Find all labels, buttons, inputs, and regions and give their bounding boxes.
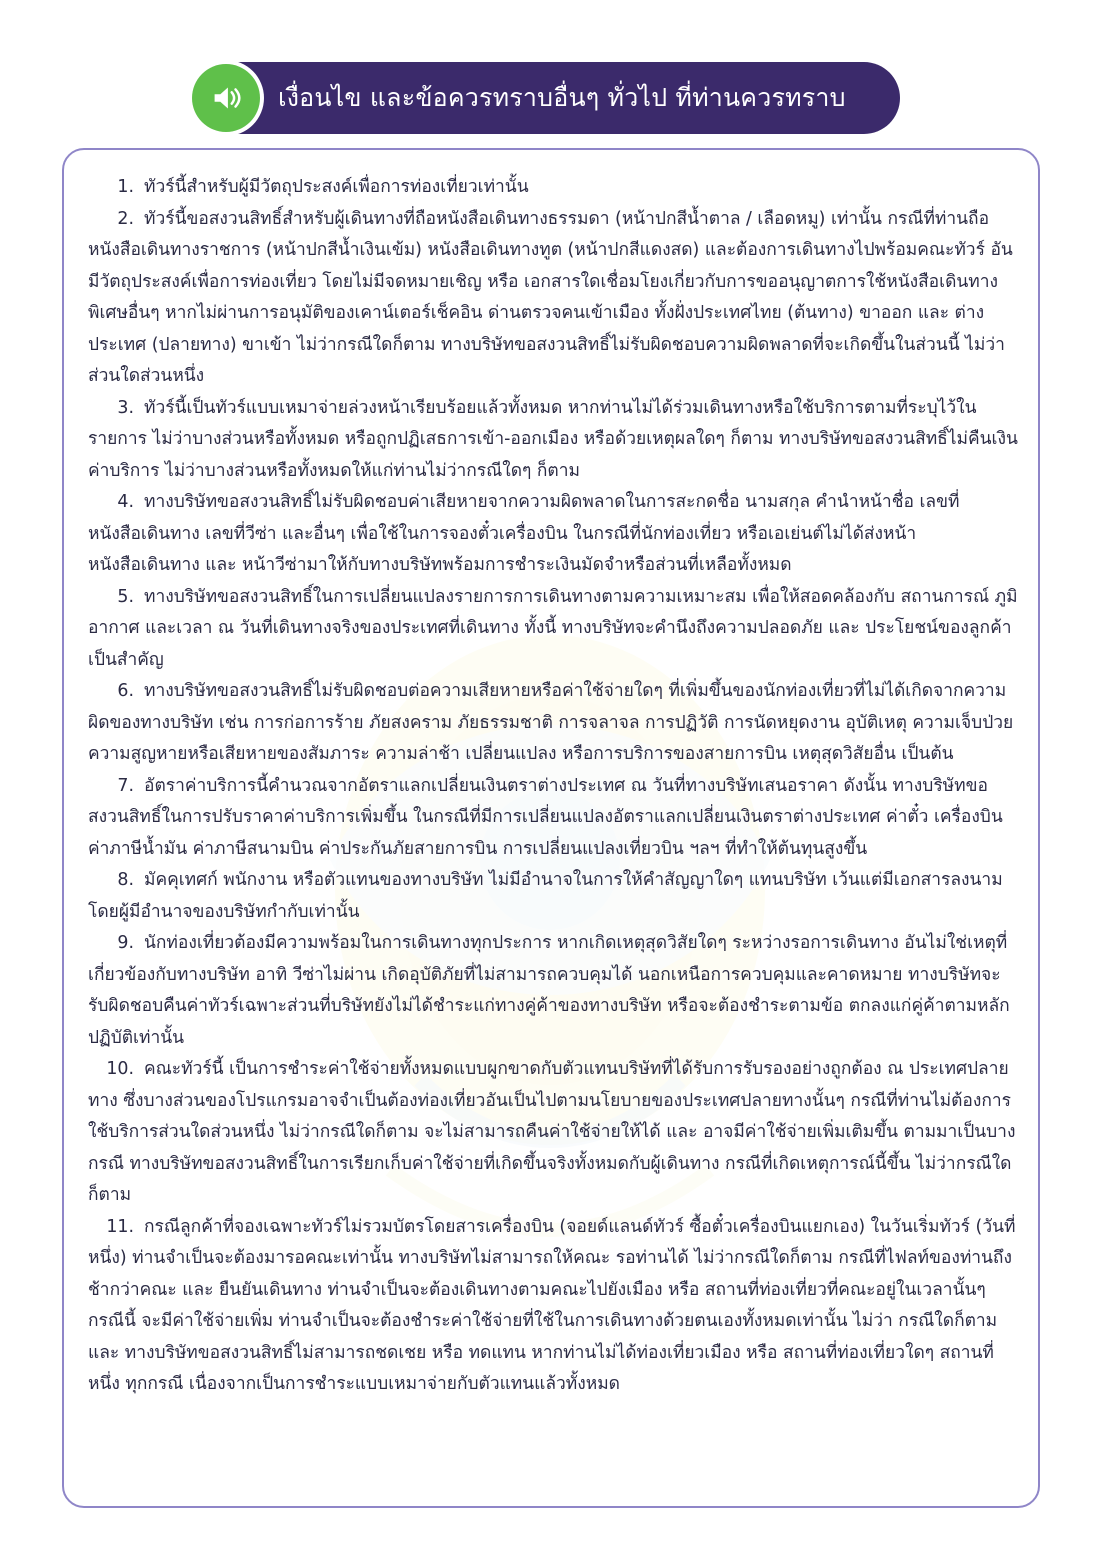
list-item-number xyxy=(88,204,144,236)
list-item-text: ทางบริษัทขอสงวนสิทธิ์ไม่รับผิดชอบค่าเสียหายจากความผิดพลาดในการสะกดชื่อ นามสกุล คำนำหน้าชื่อ เลขที่หนังสือเดินทาง เลขที่วีซ่า และอื่นๆ เพื่อใช้ในการจองตั๋วเครื่องบิน ในกรณีที่นักท่องเที่ยว หรือเอเย่นต์ไม่ได้ส่งหน้าหนังสือเดินทาง และ หน้าวีซ่ามาให้กับทางบริษัทพร้อมการชำระเงินมัดจำหรือส่วนที่เหลือทั้งหมด xyxy=(88,492,960,575)
list-item-text: ทัวร์นี้สำหรับผู้มีวัตถุประสงค์เพื่อการท่องเที่ยวเท่านั้น xyxy=(144,177,529,197)
list-item-text: ทัวร์นี้ขอสงวนสิทธิ์สำหรับผู้เดินทางที่ถือหนังสือเดินทางธรรมดา (หน้าปกสีน้ำตาล / เลือดหมู) เท่านั้น กรณีที่ท่านถือหนังสือเดินทางราชการ (หน้าปกสีน้ำเงินเข้ม) หนังสือเดินทางทูต (หน้าปกสีแดงสด) และต้องการเดินทางไปพร้อมคณะทัวร์ อันมีวัตถุประสงค์เพื่อการท่องเที่ยว โดยไม่มีจดหมายเชิญ หรือ เอกสารใดเชื่อมโยงเกี่ยวกับการขออนุญาตการใช้หนังสือเดินทางพิเศษอื่นๆ หากไม่ผ่านการอนุมัติของเคาน์เตอร์เช็คอิน ด่านตรวจคนเข้าเมือง ทั้งฝั่งประเทศไทย (ต้นทาง) ขาออก และ ต่างประเทศ (ปลายทาง) ขาเข้า ไม่ว่ากรณีใดก็ตาม ทางบริษัทขอสงวนสิทธิ์ไม่รับผิดชอบความผิดพลาดที่จะเกิดขึ้นในส่วนนี้ ไม่ว่าส่วนใดส่วนหนึ่ง xyxy=(88,208,1013,386)
list-item xyxy=(88,1054,1018,1212)
list-item-number xyxy=(88,676,144,708)
list-item-text: ทางบริษัทขอสงวนสิทธิ์ไม่รับผิดชอบต่อความเสียหายหรือค่าใช้จ่ายใดๆ ที่เพิ่มขึ้นของนักท่องเที่ยวที่ไม่ได้เกิดจากความผิดของทางบริษัท เช่น การก่อการร้าย ภัยสงคราม ภัยธรรมชาติ การจลาจล การปฏิวัติ การนัดหยุดงาน อุบัติเหตุ ความเจ็บป่วย ความสูญหายหรือเสียหายของสัมภาระ ความล่าช้า เปลี่ยนแปลง หรือการบริการของสายการบิน เหตุสุดวิสัยอื่น เป็นต้น xyxy=(88,681,1014,764)
megaphone-icon xyxy=(192,64,260,132)
list-item-text: มัคคุเทศก์ พนักงาน หรือตัวแทนของทางบริษัท ไม่มีอำนาจในการให้คำสัญญาใดๆ แทนบริษัท เว้นแต่มีเอกสารลงนามโดยผู้มีอำนาจของบริษัทกำกับเท่านั้น xyxy=(88,870,1003,922)
list-item-text: อัตราค่าบริการนี้คำนวณจากอัตราแลกเปลี่ยนเงินตราต่างประเทศ ณ วันที่ทางบริษัทเสนอราคา ดังนั้น ทางบริษัทขอสงวนสิทธิ์ในการปรับราคาค่าบริการเพิ่มขึ้น ในกรณีที่มีการเปลี่ยนแปลงอัตราแลกเปลี่ยนเงินตราต่างประเทศ ค่าตั๋ว เครื่องบิน ค่าภาษีน้ำมัน ค่าภาษีสนามบิน ค่าประกันภัยสายการบิน การเปลี่ยนแปลงเที่ยวบิน ฯลฯ ที่ทำให้ต้นทุนสูงขึ้น xyxy=(88,775,1003,859)
list-item-text: คณะทัวร์นี้ เป็นการชำระค่าใช้จ่ายทั้งหมดแบบผูกขาดกับตัวแทนบริษัทที่ได้รับการรับรองอย่างถูกต้อง ณ ประเทศปลายทาง ซึ่งบางส่วนของโปรแกรมอาจจำเป็นต้องท่องเที่ยวอันเป็นไปตามนโยบายของประเทศปลายทางนั้นๆ กรณีที่ท่านไม่ต้องการใช้บริการส่วนใดส่วนหนึ่ง ไม่ว่ากรณีใดก็ตาม จะไม่สามารถคืนค่าใช้จ่ายให้ได้ และ อาจมีค่าใช้จ่ายเพิ่มเติมขึ้น ตามมาเป็นบางกรณี ทางบริษัทขอสงวนสิทธิ์ในการเรียกเก็บค่าใช้จ่ายที่เกิดขึ้นจริงทั้งหมดกับผู้เดินทาง กรณีที่เกิดเหตุการณ์นี้ขึ้น ไม่ว่ากรณีใดก็ตาม xyxy=(88,1059,1016,1205)
list-item xyxy=(88,393,1018,488)
terms-list xyxy=(88,172,1018,1401)
list-item xyxy=(88,172,1018,204)
list-item-number xyxy=(88,487,144,519)
list-item xyxy=(88,676,1018,771)
list-item-number xyxy=(88,771,144,803)
list-item-text: นักท่องเที่ยวต้องมีความพร้อมในการเดินทางทุกประการ หากเกิดเหตุสุดวิสัยใดๆ ระหว่างรอการเดินทาง อันไม่ใช่เหตุที่เกี่ยวข้องกับทางบริษัท อาทิ วีซ่าไม่ผ่าน เกิดอุบัติภัยที่ไม่สามารถควบคุมได้ นอกเหนือการควบคุมและคาดหมาย ทางบริษัทจะรับผิดชอบคืนค่าทัวร์เฉพาะส่วนที่บริษัทยังไม่ได้ชำระแก่ทางคู่ค้าของทางบริษัท หรือจะต้องชำระตามข้อ ตกลงแก่คู่ค้าตามหลักปฏิบัติเท่านั้น xyxy=(88,933,1010,1048)
list-item-text: ทัวร์นี้เป็นทัวร์แบบเหมาจ่ายล่วงหน้าเรียบร้อยแล้วทั้งหมด หากท่านไม่ได้ร่วมเดินทางหรือใช้บริการตามที่ระบุไว้ในรายการ ไม่ว่าบางส่วนหรือทั้งหมด หรือถูกปฏิเสธการเข้า-ออกเมือง หรือด้วยเหตุผลใดๆ ก็ตาม ทางบริษัทขอสงวนสิทธิ์ไม่คืนเงินค่าบริการ ไม่ว่าบางส่วนหรือทั้งหมดให้แก่ท่านไม่ว่ากรณีใดๆ ก็ตาม xyxy=(88,397,1018,481)
list-item-number xyxy=(88,172,144,204)
list-item-text: กรณีลูกค้าที่จองเฉพาะทัวร์ไม่รวมบัตรโดยสารเครื่องบิน (จอยด์แลนด์ทัวร์ ซื้อตั๋วเครื่องบินแยกเอง) ในวันเริ่มทัวร์ (วันที่หนึ่ง) ท่านจำเป็นจะต้องมารอคณะเท่านั้น ทางบริษัทไม่สามารถให้คณะ รอท่านได้ ไม่ว่ากรณีใดก็ตาม กรณีที่ไฟลท์ของท่านถึงช้ากว่าคณะ และ ยืนยันเดินทาง ท่านจำเป็นจะต้องเดินทางตามคณะไปยังเมือง หรือ สถานที่ท่องเที่ยวที่คณะอยู่ในเวลานั้นๆ กรณีนี้ จะมีค่าใช้จ่ายเพิ่ม ท่านจำเป็นจะต้องชำระค่าใช้จ่ายที่ใช้ในการเดินทางด้วยตนเองทั้งหมดเท่านั้น ไม่ว่า กรณีใดก็ตาม และ ทางบริษัทขอสงวนสิทธิ์ไม่สามารถชดเชย หรือ ทดแทน หากท่านไม่ได้ท่องเที่ยวเมือง หรือ สถานที่ท่องเที่ยวใดๆ สถานที่หนึ่ง ทุกกรณี เนื่องจากเป็นการชำระแบบเหมาจ่ายกับตัวแทนแล้วทั้งหมด xyxy=(88,1216,1016,1394)
list-item xyxy=(88,1212,1018,1401)
list-item xyxy=(88,204,1018,393)
terms-content xyxy=(88,172,1018,1401)
list-item-number xyxy=(88,1212,144,1244)
list-item xyxy=(88,865,1018,928)
list-item xyxy=(88,928,1018,1054)
list-item-number xyxy=(88,928,144,960)
list-item xyxy=(88,487,1018,582)
list-item-number xyxy=(88,393,144,425)
list-item-number xyxy=(88,582,144,614)
page-title: เงื่อนไข และข้อควรทราบอื่นๆ ทั่วไป ที่ท่านควรทราบ xyxy=(278,83,846,112)
list-item xyxy=(88,771,1018,866)
list-item-text: ทางบริษัทขอสงวนสิทธิ์ในการเปลี่ยนแปลงรายการการเดินทางตามความเหมาะสม เพื่อให้สอดคล้องกับ สถานการณ์ ภูมิอากาศ และเวลา ณ วันที่เดินทางจริงของประเทศที่เดินทาง ทั้งนี้ ทางบริษัทจะคำนึงถึงความปลอดภัย และ ประโยชน์ของลูกค้าเป็นสำคัญ xyxy=(88,586,1018,670)
list-item xyxy=(88,582,1018,677)
header-banner xyxy=(200,62,900,134)
list-item-number xyxy=(88,1054,144,1086)
list-item-number xyxy=(88,865,144,897)
